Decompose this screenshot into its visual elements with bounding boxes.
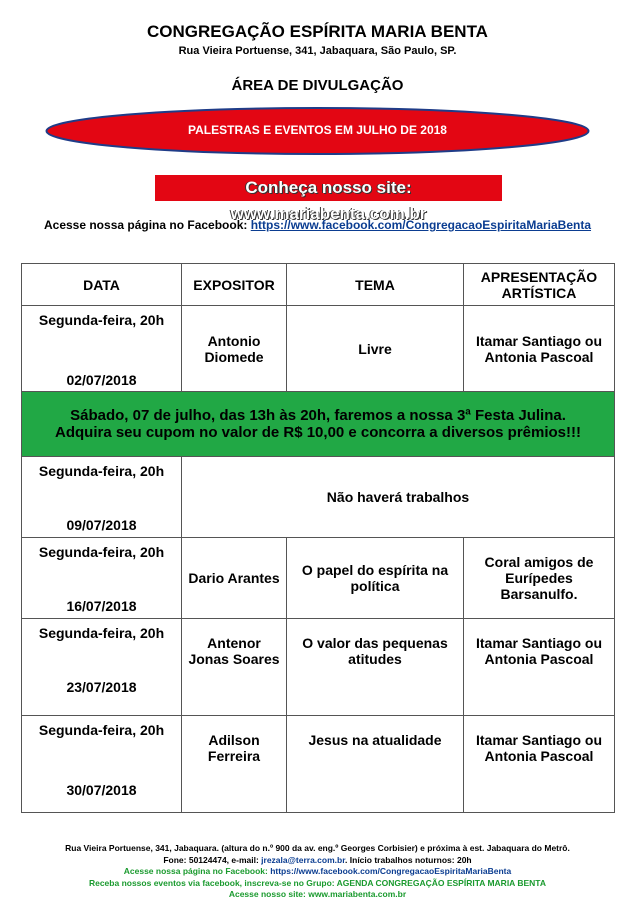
speaker-cell: Dario Arantes bbox=[182, 538, 287, 619]
facebook-label: Acesse nossa página no Facebook: bbox=[43, 218, 251, 232]
speaker-cell: Antonio Diomede bbox=[182, 306, 287, 392]
theme-cell: O papel do espírita na política bbox=[287, 538, 464, 619]
art-cell: Coral amigos de Eurípedes Barsanulfo. bbox=[464, 538, 615, 619]
date-text: 23/07/2018 bbox=[66, 679, 137, 695]
section-title: ÁREA DE DIVULGAÇÃO bbox=[231, 77, 404, 94]
header-apresentacao: APRESENTAÇÃO ARTÍSTICA bbox=[464, 264, 615, 306]
event-line-1: Sábado, 07 de julho, das 13h às 20h, faremos a nossa 3ª Festa Julina. bbox=[70, 407, 566, 424]
date-cell bbox=[22, 716, 182, 813]
footer-facebook-label: Acesse nossa página no Facebook: bbox=[123, 866, 271, 876]
footer-hours: . Início trabalhos noturnos: 20h bbox=[345, 854, 472, 865]
facebook-link[interactable]: https://www.facebook.com/CongregacaoEspiritaMariaBenta bbox=[250, 218, 592, 232]
day-text: Segunda-feira, 20h bbox=[38, 625, 165, 641]
theme-cell: O valor das pequenas atitudes bbox=[287, 619, 464, 716]
day-text: Segunda-feira, 20h bbox=[38, 312, 165, 328]
footer-address: Rua Vieira Portuense, 341, Jabaquara. (altura do n.º 900 da av. eng.º Georges Corbisier) e próxima à est. Jabaquara do Metrô. bbox=[65, 843, 570, 853]
notice-cell: Não haverá trabalhos bbox=[182, 457, 615, 538]
date-cell bbox=[22, 457, 182, 538]
date-cell bbox=[22, 538, 182, 619]
table-row bbox=[22, 716, 615, 813]
facebook-line bbox=[0, 218, 635, 232]
art-cell: Itamar Santiago ou Antonia Pascoal bbox=[464, 306, 615, 392]
theme-cell: Jesus na atualidade bbox=[287, 716, 464, 813]
footer-facebook bbox=[0, 866, 635, 878]
site-promo[interactable]: Conheça nosso site: www.mariabenta.com.br bbox=[155, 175, 502, 201]
footer-email-link[interactable]: jrezala@terra.com.br bbox=[261, 854, 346, 865]
schedule-table bbox=[21, 263, 615, 813]
date-text: 30/07/2018 bbox=[66, 782, 137, 798]
event-line-2: Adquira seu cupom no valor de R$ 10,00 e concorra a diversos prêmios!!! bbox=[55, 424, 581, 441]
footer bbox=[0, 843, 635, 901]
speaker-cell: Antenor Jonas Soares bbox=[182, 619, 287, 716]
month-banner bbox=[44, 106, 591, 156]
date-text: 09/07/2018 bbox=[66, 517, 137, 533]
page-title: CONGREGAÇÃO ESPÍRITA MARIA BENTA bbox=[147, 22, 488, 41]
art-cell: Itamar Santiago ou Antonia Pascoal bbox=[464, 716, 615, 813]
event-notice-row bbox=[22, 392, 615, 457]
art-cell: Itamar Santiago ou Antonia Pascoal bbox=[464, 619, 615, 716]
day-text: Segunda-feira, 20h bbox=[38, 463, 165, 479]
footer-phone: Fone: 50124474, e-mail: bbox=[163, 854, 262, 865]
footer-site: Acesse nosso site: www.mariabenta.com.br bbox=[228, 889, 407, 899]
table-row bbox=[22, 457, 615, 538]
speaker-cell: Adilson Ferreira bbox=[182, 716, 287, 813]
footer-facebook-link[interactable]: https://www.facebook.com/CongregacaoEspiritaMariaBenta bbox=[270, 866, 512, 876]
table-row bbox=[22, 538, 615, 619]
table-row bbox=[22, 619, 615, 716]
table-header bbox=[22, 264, 615, 306]
header-data: DATA bbox=[22, 264, 182, 306]
event-notice bbox=[22, 392, 615, 457]
date-text: 02/07/2018 bbox=[66, 372, 137, 388]
day-text: Segunda-feira, 20h bbox=[38, 544, 165, 560]
banner-text: PALESTRAS E EVENTOS EM JULHO DE 2018 bbox=[188, 123, 447, 137]
date-cell bbox=[22, 619, 182, 716]
footer-contact bbox=[0, 855, 635, 867]
address: Rua Vieira Portuense, 341, Jabaquara, São Paulo, SP. bbox=[178, 45, 457, 57]
date-cell bbox=[22, 306, 182, 392]
table-row bbox=[22, 306, 615, 392]
day-text: Segunda-feira, 20h bbox=[38, 722, 165, 738]
header-expositor: EXPOSITOR bbox=[182, 264, 287, 306]
header-tema: TEMA bbox=[287, 264, 464, 306]
theme-cell: Livre bbox=[287, 306, 464, 392]
date-text: 16/07/2018 bbox=[66, 598, 137, 614]
footer-group: Receba nossos eventos via facebook, inscreva-se no Grupo: AGENDA CONGREGAÇÃO ESPÍRITA MARIA BENTA bbox=[88, 877, 547, 888]
